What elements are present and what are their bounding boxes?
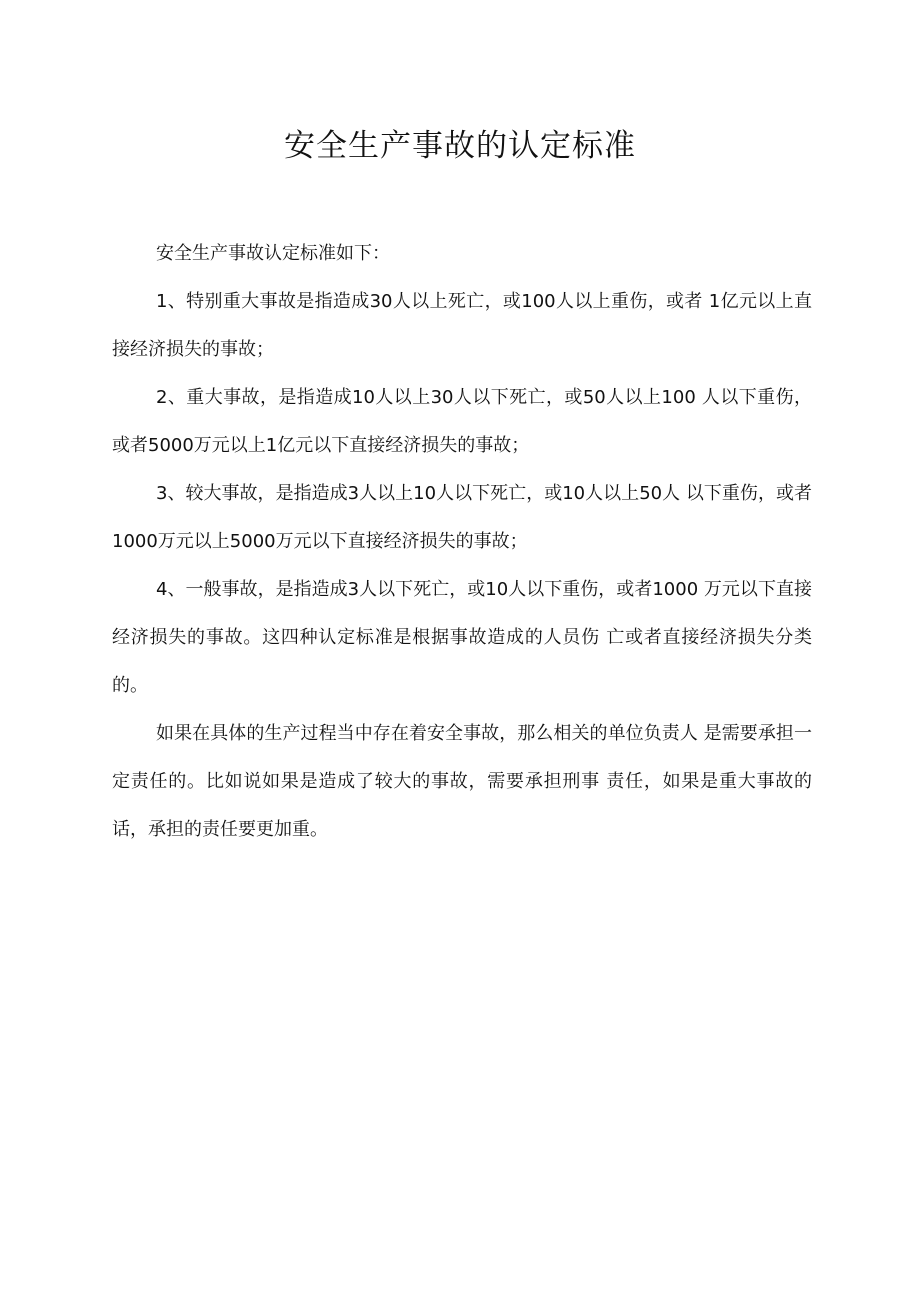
- paragraph-intro: 安全生产事故认定标准如下：: [156, 243, 390, 264]
- paragraph-item-1: 1、特别重大事故是指造成30人以上死亡，或100人以上重伤，或者 1亿元以上直接经济损失的事故；: [112, 291, 812, 360]
- paragraph-item-4: 4、一般事故，是指造成3人以下死亡，或10人以下重伤，或者1000 万元以下直接经济损失的事故。这四种认定标准是根据事故造成的人员伤 亡或者直接经济损失分类的。: [112, 579, 812, 696]
- document-body: [112, 230, 812, 854]
- paragraph-item-3: 3、较大事故，是指造成3人以上10人以下死亡，或10人以上50人 以下重伤，或者1000万元以上5000万元以下直接经济损失的事故；: [112, 483, 812, 552]
- document-title: 安全生产事故的认定标准: [284, 128, 636, 164]
- paragraph-responsibility: 如果在具体的生产过程当中存在着安全事故，那么相关的单位负责人 是需要承担一定责任的。比如说如果是造成了较大的事故，需要承担刑事 责任，如果是重大事故的话，承担的责任要更加重。: [112, 723, 812, 840]
- paragraph-item-2: 2、重大事故，是指造成10人以上30人以下死亡，或50人以上100 人以下重伤，或者5000万元以上1亿元以下直接经济损失的事故；: [112, 387, 812, 456]
